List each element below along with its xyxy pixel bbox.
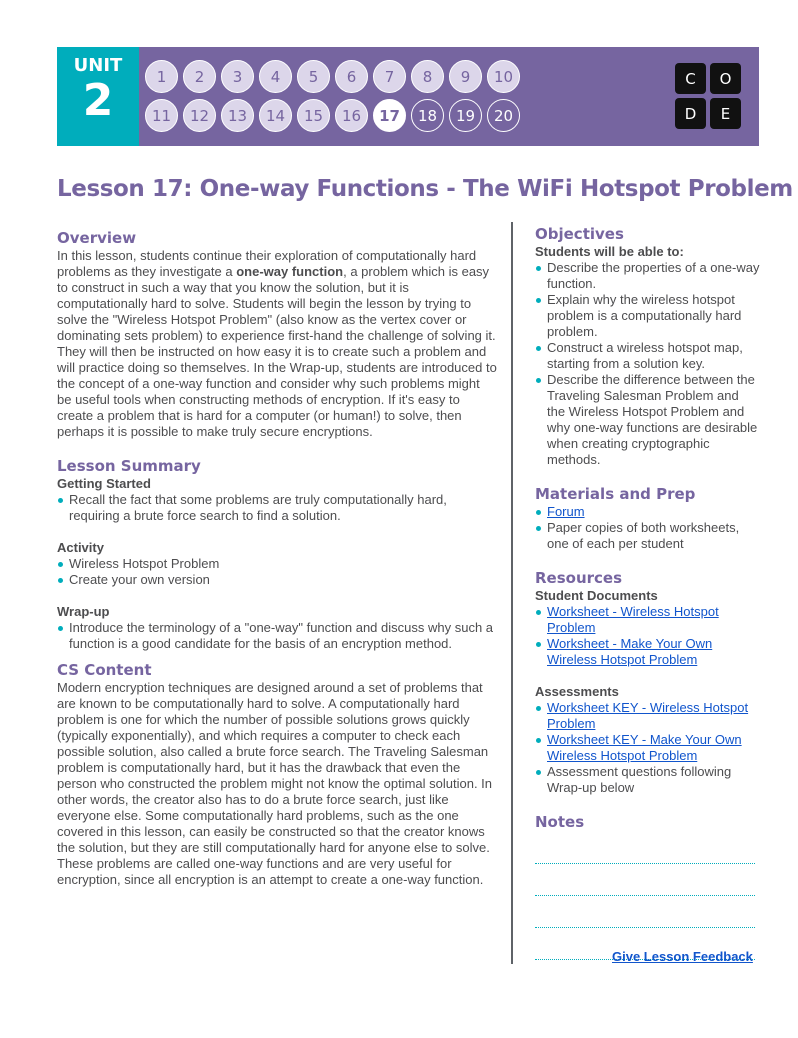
student-documents-list — [535, 604, 760, 668]
list-item: Construct a wireless hotspot map, starting from a solution key. — [535, 340, 760, 372]
notes-section — [535, 812, 760, 960]
forum-link[interactable]: Forum — [547, 504, 585, 519]
worksheet-key-wireless-hotspot-link[interactable]: Worksheet KEY - Wireless Hotspot Problem — [547, 700, 749, 731]
main-column — [57, 228, 497, 888]
notes-line[interactable] — [535, 832, 755, 864]
lesson-4-link[interactable]: 4 — [259, 60, 292, 93]
lesson-8-link[interactable]: 8 — [411, 60, 444, 93]
cs-content-section — [57, 660, 497, 888]
lesson-17-current[interactable]: 17 — [373, 99, 406, 132]
lesson-10-link[interactable]: 10 — [487, 60, 520, 93]
list-item — [535, 604, 760, 636]
lesson-6-link[interactable]: 6 — [335, 60, 368, 93]
give-lesson-feedback-link[interactable]: Give Lesson Feedback — [612, 949, 753, 964]
overview-text: In this lesson, students continue their exploration of computationally hard problems as they investigate a one-way function, a problem which is easy to construct in such a way that you know the solution, but it is computationally hard to solve. Students will begin the lesson by trying to solve the "Wireless Hotspot Problem" (also know as the vertex cover or dominating sets problem) to experience first-hand the challenge of solving it. They will then be instructed on how easy it is to create such a problem and will practice doing so themselves. In the Wrap-up, students are introduced to the concept of a one-way function and consider why such problems might be useful tools when constructing methods of encryption. If it's easy to create a problem that is hard for a computer (or human!) to solve, then perhaps it is possible to make truly secure encryptions. — [57, 248, 497, 439]
unit-badge — [57, 47, 139, 146]
lesson-14-link[interactable]: 14 — [259, 99, 292, 132]
list-item — [535, 636, 760, 668]
materials-heading: Materials and Prep — [535, 485, 696, 503]
unit-number: 2 — [82, 75, 114, 126]
list-item: Recall the fact that some problems are truly computationally hard, requiring a brute force search to find a solution. — [57, 492, 497, 524]
objectives-subheading: Students will be able to: — [535, 244, 684, 259]
worksheet-key-make-your-own-link[interactable]: Worksheet KEY - Make Your Own Wireless Hotspot Problem — [547, 732, 742, 763]
list-item: Create your own version — [57, 572, 497, 588]
overview-section — [57, 228, 497, 440]
notes-line[interactable] — [535, 896, 755, 928]
list-item: Explain why the wireless hotspot problem is a computationally hard problem. — [535, 292, 760, 340]
lesson-summary-heading: Lesson Summary — [57, 457, 201, 475]
resources-section — [535, 568, 760, 796]
activity-heading: Activity — [57, 540, 104, 555]
list-item: Wireless Hotspot Problem — [57, 556, 497, 572]
student-documents-heading: Student Documents — [535, 588, 658, 603]
objectives-section — [535, 224, 760, 468]
lesson-15-link[interactable]: 15 — [297, 99, 330, 132]
objectives-list — [535, 260, 760, 468]
lesson-13-link[interactable]: 13 — [221, 99, 254, 132]
worksheet-wireless-hotspot-link[interactable]: Worksheet - Wireless Hotspot Problem — [547, 604, 719, 635]
list-item — [535, 504, 760, 520]
list-item — [535, 700, 760, 732]
cs-content-text: Modern encryption techniques are designed around a set of problems that are known to be computationally hard to solve. A computationally hard problem is one for which the number of possible solutions grows quickly (typically exponentially), and which requires a computer to check each possible solution, also called a brute force search. The Traveling Salesman problem is computationally hard, but it has the drawback that even the person who constructed the problem might not know the optimal solution. In other words, the creator also has to do a brute force search, just like everyone else. Some computationally hard problems, such as the one covered in this lesson, can easily be constructed so that the creator knows the solution, but they are still computationally hard for anyone else to solve. These problems are called one-way functions and are very useful for encryption, since all encryption is an attempt to create a one-way function. — [57, 680, 493, 887]
worksheet-make-your-own-link[interactable]: Worksheet - Make Your Own Wireless Hotspot Problem — [547, 636, 713, 667]
unit-banner — [57, 47, 759, 146]
lesson-9-link[interactable]: 9 — [449, 60, 482, 93]
page-title: Lesson 17: One-way Functions - The WiFi Hotspot Problem — [57, 176, 793, 202]
logo-letter-e: E — [710, 98, 741, 129]
lesson-navigator — [145, 60, 545, 138]
logo-letter-o: O — [710, 63, 741, 94]
materials-list — [535, 504, 760, 552]
assessments-list — [535, 700, 760, 796]
unit-label: UNIT — [73, 55, 123, 76]
cs-content-heading: CS Content — [57, 661, 152, 679]
list-item: Introduce the terminology of a "one-way" function and discuss why such a function is a good candidate for the basis of an encryption method. — [57, 620, 497, 652]
lesson-12-link[interactable]: 12 — [183, 99, 216, 132]
list-item: Assessment questions following Wrap-up below — [535, 764, 760, 796]
lesson-20-link[interactable]: 20 — [487, 99, 520, 132]
getting-started-list — [57, 492, 497, 524]
lesson-summary-section — [57, 456, 497, 652]
objectives-heading: Objectives — [535, 225, 624, 243]
sidebar-column — [535, 224, 760, 960]
list-item: Paper copies of both worksheets, one of each per student — [535, 520, 760, 552]
list-item — [535, 732, 760, 764]
logo-letter-c: C — [675, 63, 706, 94]
lesson-row-1 — [145, 60, 545, 94]
list-item: Describe the properties of a one-way function. — [535, 260, 760, 292]
logo-letter-d: D — [675, 98, 706, 129]
one-way-function-term: one-way function — [236, 264, 344, 279]
resources-heading: Resources — [535, 569, 623, 587]
wrap-up-heading: Wrap-up — [57, 604, 110, 619]
lesson-1-link[interactable]: 1 — [145, 60, 178, 93]
overview-heading: Overview — [57, 229, 137, 247]
notes-heading: Notes — [535, 813, 585, 831]
materials-section — [535, 484, 760, 552]
code-org-logo — [675, 63, 741, 129]
lesson-18-link[interactable]: 18 — [411, 99, 444, 132]
column-divider — [511, 222, 513, 964]
lesson-16-link[interactable]: 16 — [335, 99, 368, 132]
getting-started-heading: Getting Started — [57, 476, 151, 491]
activity-list — [57, 556, 497, 588]
assessments-heading: Assessments — [535, 684, 619, 699]
lesson-2-link[interactable]: 2 — [183, 60, 216, 93]
list-item: Describe the difference between the Traveling Salesman Problem and the Wireless Hotspot Problem and why one-way functions are desirable when creating cryptographic methods. — [535, 372, 760, 468]
lesson-3-link[interactable]: 3 — [221, 60, 254, 93]
lesson-7-link[interactable]: 7 — [373, 60, 406, 93]
wrap-up-list — [57, 620, 497, 652]
lesson-5-link[interactable]: 5 — [297, 60, 330, 93]
lesson-row-2 — [145, 99, 545, 133]
lesson-11-link[interactable]: 11 — [145, 99, 178, 132]
lesson-19-link[interactable]: 19 — [449, 99, 482, 132]
notes-line[interactable] — [535, 864, 755, 896]
